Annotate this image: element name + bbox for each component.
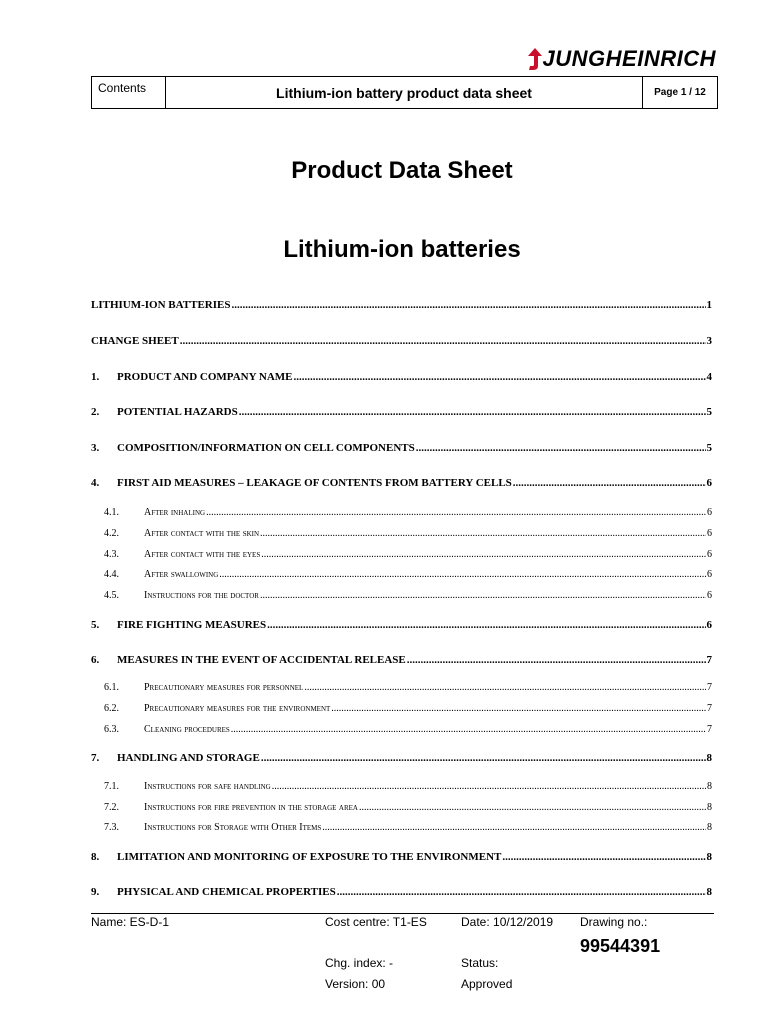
toc-entry-label: FIRE FIGHTING MEASURES	[117, 619, 267, 631]
toc-entry[interactable]	[91, 781, 712, 792]
toc-entry-label: LIMITATION AND MONITORING OF EXPOSURE TO THE ENVIRONMENT	[117, 851, 502, 863]
toc-entry-page: 8	[707, 802, 712, 813]
toc-dot-leader	[322, 822, 706, 833]
toc-entry[interactable]	[91, 299, 712, 311]
toc-entry-number: 3.	[91, 442, 100, 454]
toc-entry[interactable]	[91, 335, 712, 347]
toc-entry-number: 7.1.	[104, 781, 119, 792]
toc-entry[interactable]	[91, 569, 712, 580]
header-document-title: Lithium-ion battery product data sheet	[166, 77, 643, 109]
footer-name: Name: ES-D-1	[91, 915, 170, 929]
company-logo	[528, 46, 716, 72]
toc-entry-number: 7.2.	[104, 802, 119, 813]
toc-dot-leader	[261, 549, 706, 560]
footer-change-index: Chg. index: -	[325, 956, 394, 970]
toc-entry-page: 4	[706, 371, 712, 383]
toc-entry-number: 6.1.	[104, 682, 119, 693]
toc-entry-page: 8	[706, 886, 712, 898]
toc-entry-page: 7	[707, 724, 712, 735]
footer-cost-centre: Cost centre: T1-ES	[325, 915, 427, 929]
toc-entry-label: Cleaning procedures	[144, 724, 230, 735]
toc-dot-leader	[337, 886, 706, 898]
toc-entry[interactable]	[91, 528, 712, 539]
toc-entry[interactable]	[91, 822, 712, 833]
toc-dot-leader	[513, 477, 706, 489]
page-title: Product Data Sheet	[291, 157, 513, 184]
toc-entry[interactable]	[91, 549, 712, 560]
toc-dot-leader	[231, 299, 705, 311]
toc-dot-leader	[416, 442, 706, 454]
toc-entry[interactable]	[91, 619, 712, 631]
toc-entry[interactable]	[91, 442, 712, 454]
toc-entry-page: 6	[706, 477, 712, 489]
toc-entry-label: After swallowing	[144, 569, 219, 580]
toc-entry[interactable]	[91, 886, 712, 898]
toc-entry-label: Instructions for safe handling	[144, 781, 271, 792]
toc-entry-label: Instructions for fire prevention in the storage area	[144, 802, 358, 813]
toc-entry-number: 6.2.	[104, 703, 119, 714]
footer-status-label: Status:	[461, 956, 499, 970]
footer-date: Date: 10/12/2019	[461, 915, 554, 929]
toc-entry-number: 1.	[91, 371, 100, 383]
toc-entry-label: After inhaling	[144, 507, 206, 518]
toc-entry-label: After contact with the eyes	[144, 549, 261, 560]
toc-entry-number: 7.	[91, 752, 100, 764]
toc-dot-leader	[219, 569, 706, 580]
toc-entry-page: 8	[706, 851, 712, 863]
toc-entry[interactable]	[91, 507, 712, 518]
toc-dot-leader	[272, 781, 706, 792]
logo-arrow-icon	[528, 48, 542, 70]
header-contents-label: Contents	[92, 77, 166, 109]
toc-entry-page: 3	[706, 335, 712, 347]
toc-entry-page: 5	[706, 442, 712, 454]
toc-entry-label: Precautionary measures for the environment	[144, 703, 331, 714]
toc-dot-leader	[267, 619, 705, 631]
toc-entry-number: 4.2.	[104, 528, 119, 539]
toc-entry-page: 7	[707, 682, 712, 693]
footer-divider	[91, 913, 714, 914]
toc-entry-label: COMPOSITION/INFORMATION ON CELL COMPONENTS	[117, 442, 415, 454]
toc-entry-number: 6.3.	[104, 724, 119, 735]
toc-entry-number: 7.3.	[104, 822, 119, 833]
toc-entry-label: Precautionary measures for personnel	[144, 682, 304, 693]
toc-entry[interactable]	[91, 752, 712, 764]
toc-entry-page: 1	[706, 299, 712, 311]
toc-entry-page: 6	[707, 507, 712, 518]
toc-entry-label: HANDLING AND STORAGE	[117, 752, 260, 764]
toc-entry[interactable]	[91, 724, 712, 735]
toc-entry-number: 4.5.	[104, 590, 119, 601]
toc-dot-leader	[260, 528, 706, 539]
logo-text: JUNGHEINRICH	[542, 46, 716, 71]
toc-entry-number: 4.	[91, 477, 100, 489]
toc-entry-label: After contact with the skin	[144, 528, 260, 539]
toc-entry-page: 5	[706, 406, 712, 418]
toc-dot-leader	[206, 507, 706, 518]
toc-entry-number: 5.	[91, 619, 100, 631]
toc-dot-leader	[331, 703, 706, 714]
footer-drawing-number: 99544391	[580, 936, 661, 956]
toc-entry-label: MEASURES IN THE EVENT OF ACCIDENTAL RELEASE	[117, 654, 406, 666]
toc-entry[interactable]	[91, 703, 712, 714]
toc-entry-page: 6	[707, 590, 712, 601]
toc-dot-leader	[304, 682, 706, 693]
toc-entry-label: PRODUCT AND COMPANY NAME	[117, 371, 293, 383]
header-page-number: Page 1 / 12	[643, 77, 718, 109]
toc-entry-label: Instructions for Storage with Other Items	[144, 822, 322, 833]
toc-entry-page: 6	[707, 569, 712, 580]
toc-entry-label: FIRST AID MEASURES – LEAKAGE OF CONTENTS FROM BATTERY CELLS	[117, 477, 512, 489]
toc-entry-number: 4.4.	[104, 569, 119, 580]
toc-entry[interactable]	[91, 590, 712, 601]
toc-entry-number: 8.	[91, 851, 100, 863]
toc-dot-leader	[231, 724, 706, 735]
toc-entry-label: CHANGE SHEET	[91, 335, 179, 347]
toc-entry-label: POTENTIAL HAZARDS	[117, 406, 238, 418]
toc-entry-number: 2.	[91, 406, 100, 418]
toc-entry-page: 6	[706, 619, 712, 631]
header-table	[91, 76, 718, 109]
toc-entry[interactable]	[91, 477, 712, 489]
toc-dot-leader	[359, 802, 706, 813]
toc-entry-page: 7	[707, 703, 712, 714]
toc-dot-leader	[261, 752, 706, 764]
toc-entry[interactable]	[91, 802, 712, 813]
toc-entry-number: 9.	[91, 886, 100, 898]
toc-entry[interactable]	[91, 654, 712, 666]
toc-entry-number: 4.1.	[104, 507, 119, 518]
toc-entry-label: LITHIUM-ION BATTERIES	[91, 299, 231, 311]
toc-entry[interactable]	[91, 406, 712, 418]
toc-entry-page: 6	[707, 528, 712, 539]
toc-dot-leader	[502, 851, 705, 863]
toc-entry[interactable]	[91, 371, 712, 383]
footer-drawing-label: Drawing no.:	[580, 915, 648, 929]
toc-entry-page: 6	[707, 549, 712, 560]
toc-dot-leader	[239, 406, 706, 418]
toc-dot-leader	[180, 335, 706, 347]
toc-dot-leader	[407, 654, 706, 666]
footer-status-value: Approved	[461, 977, 513, 991]
toc-entry-label: PHYSICAL AND CHEMICAL PROPERTIES	[117, 886, 336, 898]
toc-entry[interactable]	[91, 851, 712, 863]
page-subtitle: Lithium-ion batteries	[283, 236, 521, 263]
toc-entry-number: 6.	[91, 654, 100, 666]
toc-entry-page: 8	[707, 822, 712, 833]
toc-entry-page: 8	[707, 781, 712, 792]
toc-entry-label: Instructions for the doctor	[144, 590, 259, 601]
footer-version: Version: 00	[325, 977, 386, 991]
toc-entry-number: 4.3.	[104, 549, 119, 560]
toc-entry-page: 7	[706, 654, 712, 666]
toc-entry-page: 8	[706, 752, 712, 764]
toc-entry[interactable]	[91, 682, 712, 693]
toc-dot-leader	[293, 371, 705, 383]
toc-dot-leader	[260, 590, 706, 601]
